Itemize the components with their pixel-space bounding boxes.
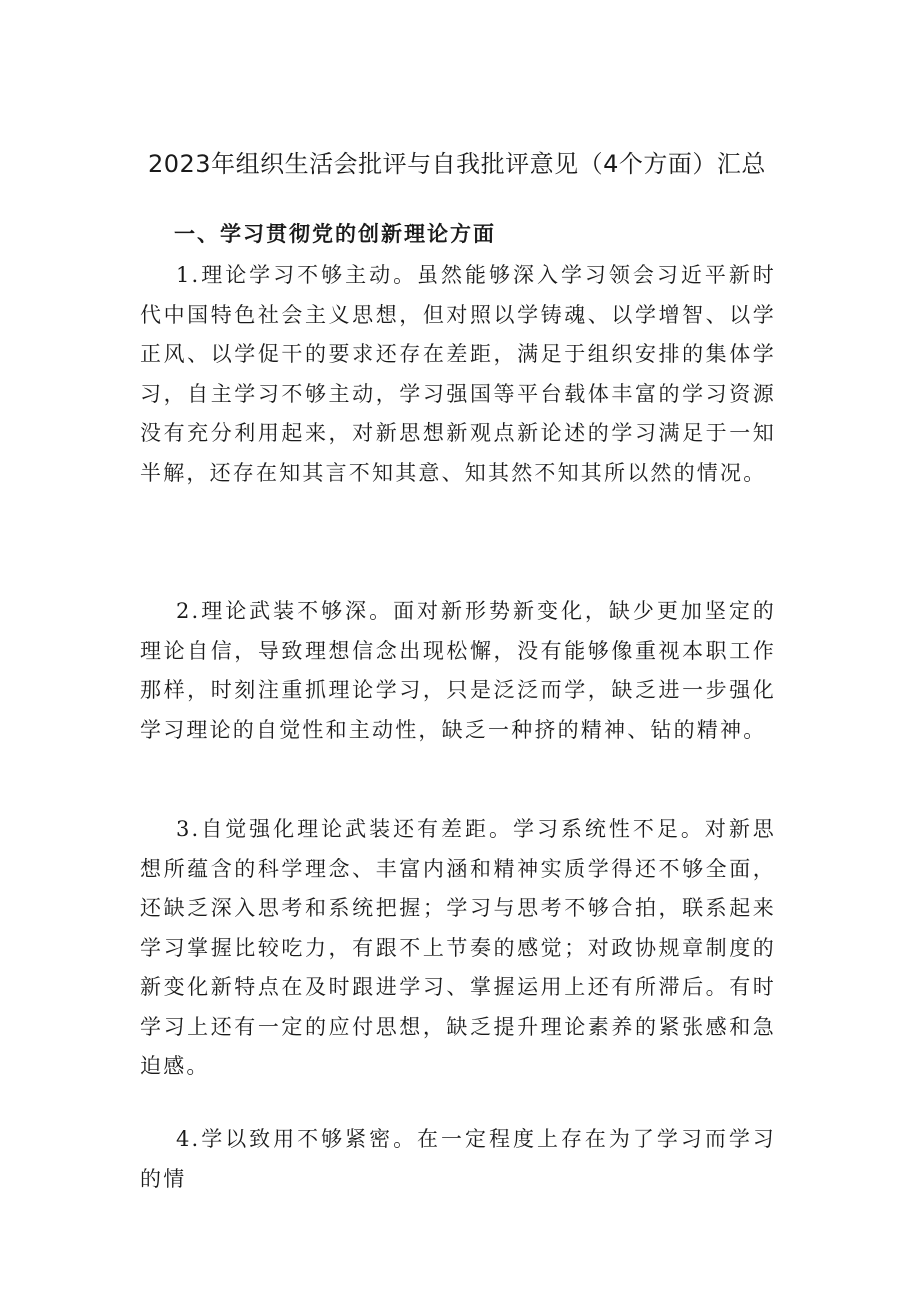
paragraph-1: 1.理论学习不够主动。虽然能够深入学习领会习近平新时代中国特色社会主义思想，但对照以学铸魂、以学增智、以学正风、以学促干的要求还存在差距，满足于组织安排的集体学习，自主学习不够主动，学习强国等平台载体丰富的学习资源没有充分利用起来，对新思想新观点新论述的学习满足于一知半解，还存在知其言不知其意、知其然不知其所以然的情况。 [140, 263, 776, 485]
paragraph-4: 4.学以致用不够紧密。在一定程度上存在为了学习而学习的情 [140, 1127, 776, 1191]
paragraph-3: 3.自觉强化理论武装还有差距。学习系统性不足。对新思想所蕴含的科学理念、丰富内涵和精神实质学得还不够全面，还缺乏深入思考和系统把握；学习与思考不够合拍，联系起来学习掌握比较吃力，有跟不上节奏的感觉；对政协规章制度的新变化新特点在及时跟进学习、掌握运用上还有所滞后。有时学习上还有一定的应付思想，缺乏提升理论素养的紧张感和急迫感。 [140, 817, 776, 1078]
paragraph-2: 2.理论武装不够深。面对新形势新变化，缺少更加坚定的理论自信，导致理想信念出现松懈，没有能够像重视本职工作那样，时刻注重抓理论学习，只是泛泛而学，缺乏进一步强化学习理论的自觉性和主动性，缺乏一种挤的精神、钻的精神。 [140, 599, 776, 742]
section-heading: 一、学习贯彻党的创新理论方面 [174, 222, 496, 246]
document-title: 2023年组织生活会批评与自我批评意见（4个方面）汇总 [148, 150, 766, 178]
